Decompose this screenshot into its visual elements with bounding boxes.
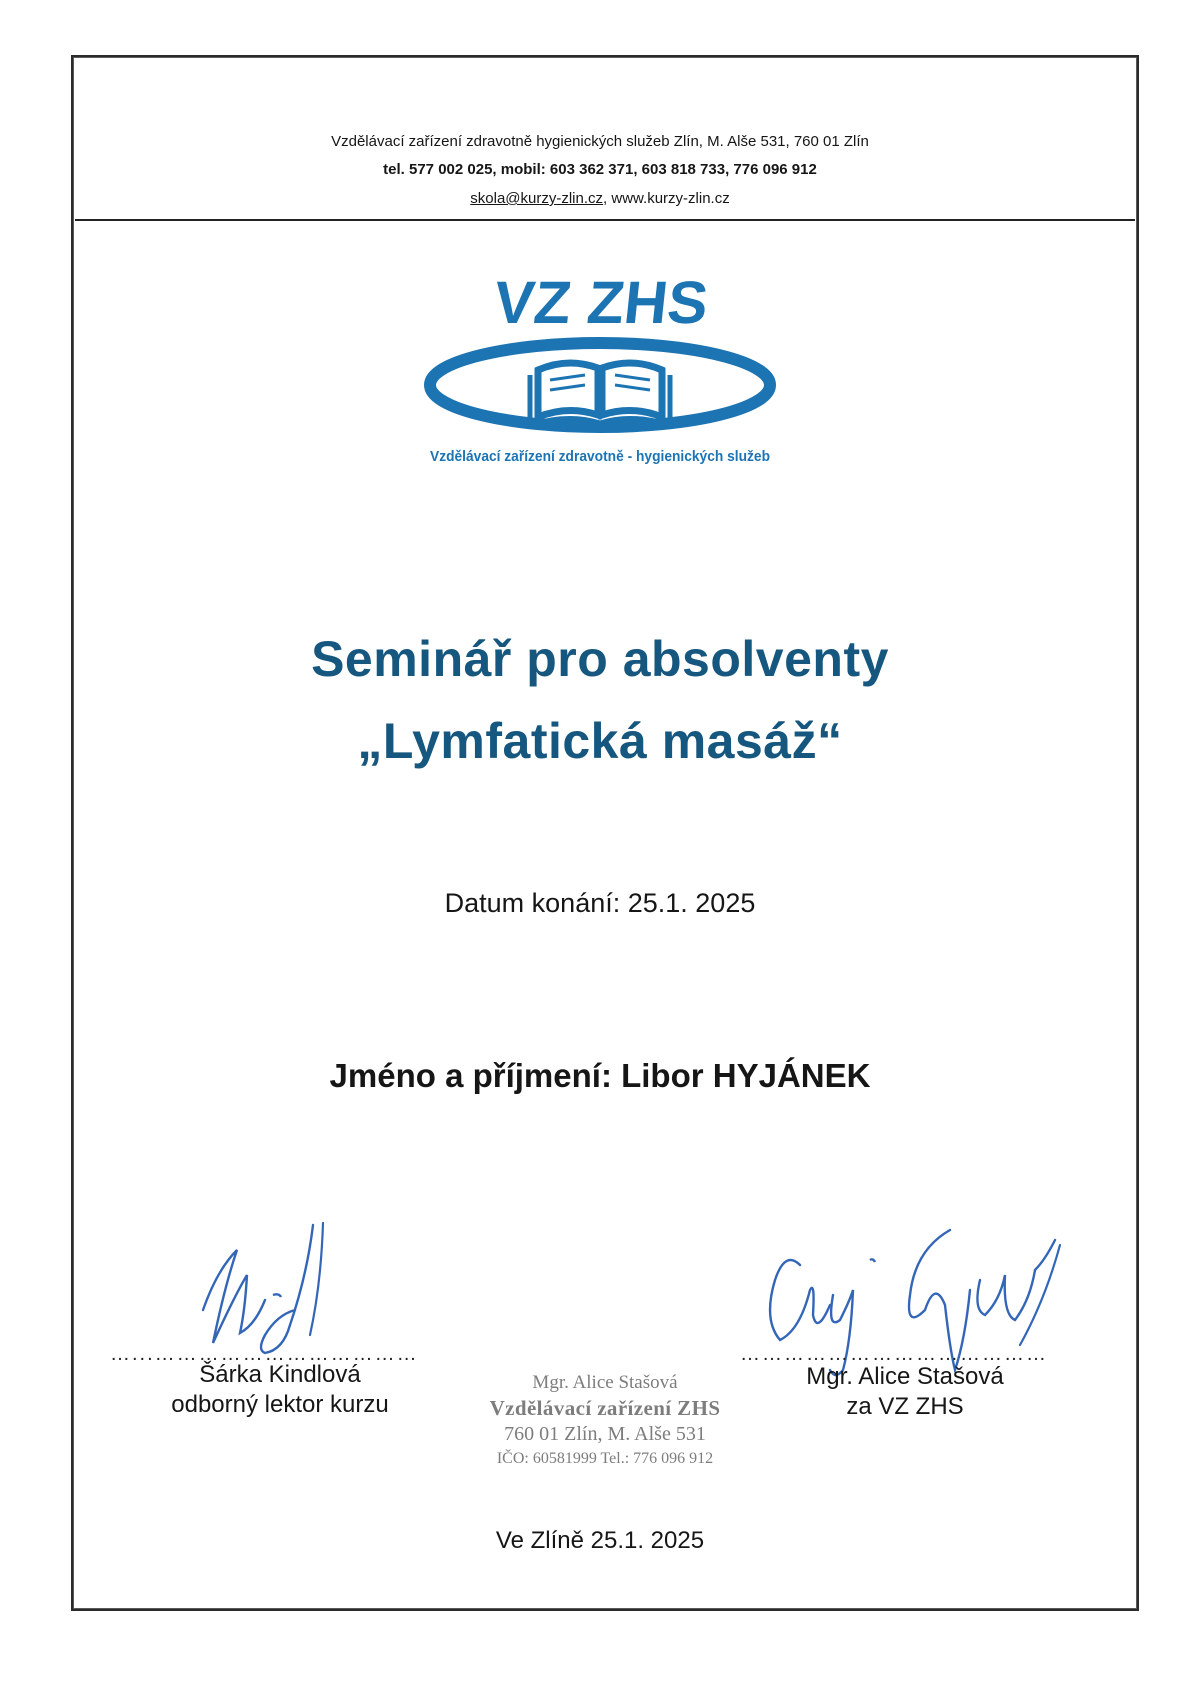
- participant-name: Jméno a příjmení: Libor HYJÁNEK: [329, 1057, 871, 1094]
- header-contacts: [0, 190, 1200, 207]
- signature-line-right: ……………………………………: [740, 1343, 1048, 1365]
- official-stamp: [460, 1372, 750, 1468]
- vzzhs-logo: [420, 275, 780, 475]
- stamp-address: 760 01 Zlín, M. Alše 531: [504, 1423, 706, 1445]
- stamp-institution: Vzdělávací zařízení ZHS: [489, 1396, 721, 1420]
- signature-line-left: …...………………………………: [110, 1343, 419, 1365]
- certificate-title: Seminář pro absolventy: [311, 631, 889, 687]
- contact-separator: ,: [603, 190, 612, 207]
- email-link[interactable]: skola@kurzy-zlin.cz: [470, 190, 604, 207]
- header-address: Vzdělávací zařízení zdravotně hygienických služeb Zlín, M. Alše 531, 760 01 Zlín: [331, 133, 869, 150]
- lecturer-role: odborný lektor kurzu: [171, 1391, 389, 1418]
- lecturer-caption: [130, 1360, 430, 1420]
- open-book-icon: [530, 363, 670, 425]
- logo-subtitle: Vzdělávací zařízení zdravotně - hygienických služeb: [430, 449, 771, 465]
- header-phones: tel. 577 002 025, mobil: 603 362 371, 603 818 733, 776 096 912: [383, 161, 817, 178]
- logo-acronym: VZ ZHS: [490, 275, 712, 336]
- director-name: Mgr. Alice Stašová: [806, 1363, 1004, 1390]
- director-role: za VZ ZHS: [846, 1393, 964, 1420]
- header-divider: [75, 219, 1135, 221]
- lecturer-name: Šárka Kindlová: [199, 1361, 361, 1388]
- course-name: „Lymfatická masáž“: [357, 713, 843, 769]
- stamp-ids: IČO: 60581999 Tel.: 776 096 912: [496, 1450, 714, 1467]
- website-text: www.kurzy-zlin.cz: [611, 190, 730, 207]
- director-caption: [770, 1362, 1040, 1422]
- stamp-name: Mgr. Alice Stašová: [532, 1372, 678, 1393]
- place-and-date: Ve Zlíně 25.1. 2025: [495, 1527, 705, 1554]
- event-date: Datum konání: 25.1. 2025: [444, 888, 756, 918]
